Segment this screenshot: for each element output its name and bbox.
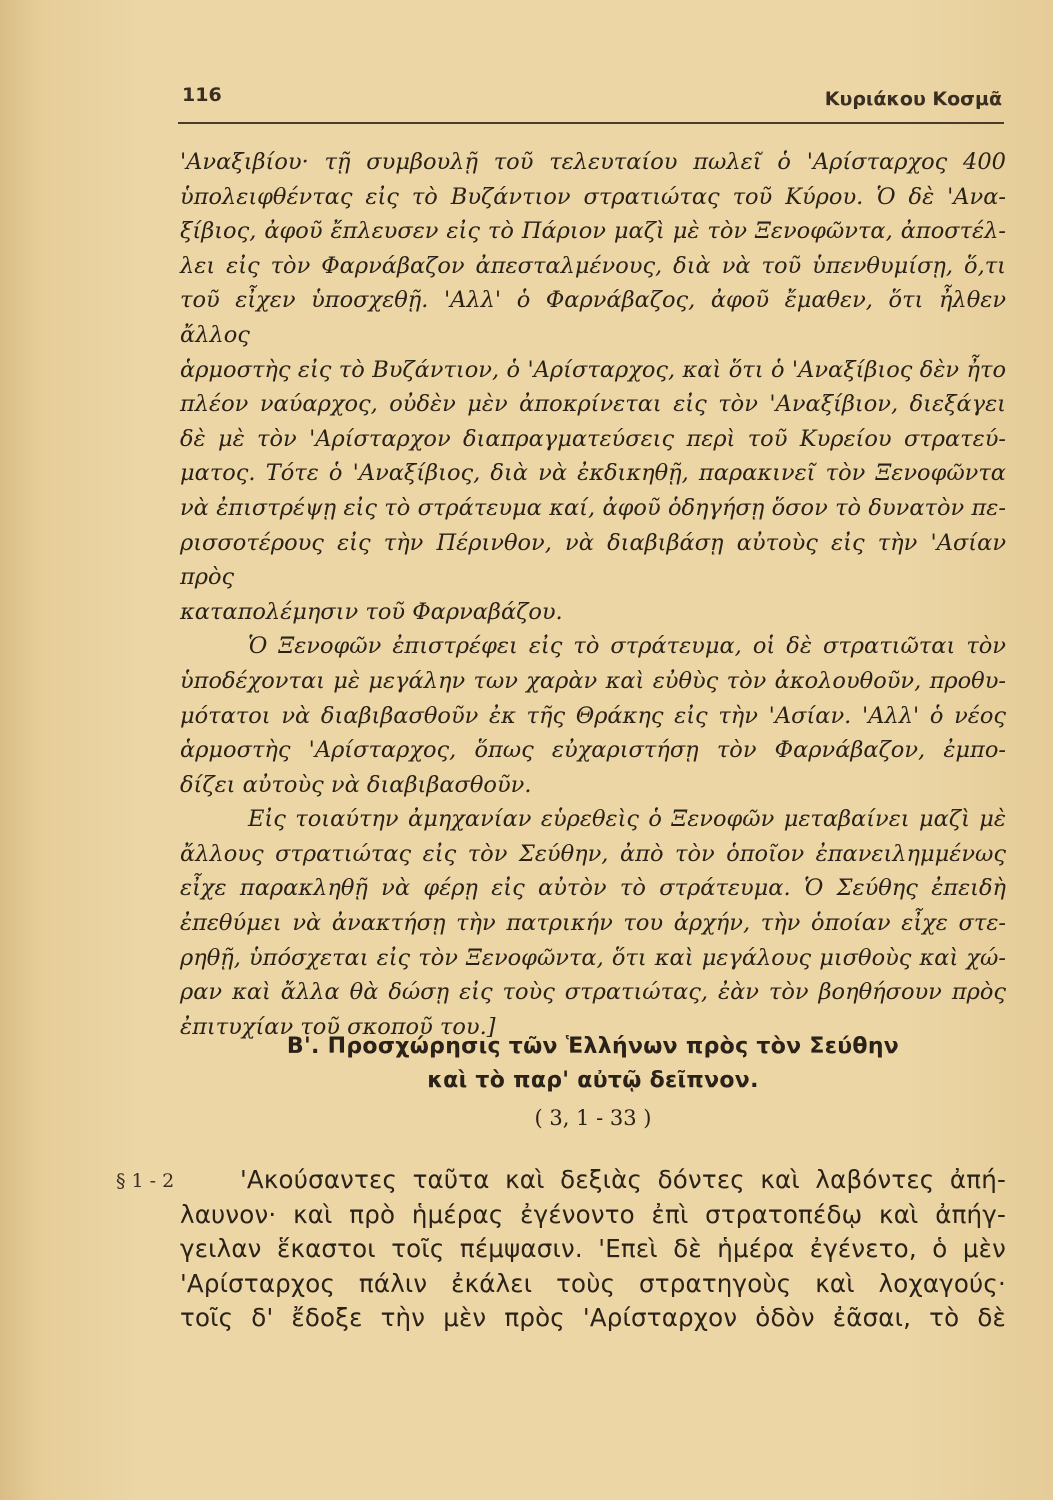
section-title <box>180 1030 1006 1098</box>
section-title-line-2: καὶ τὸ παρ' αὐτῷ δεῖπνον. <box>427 1068 759 1093</box>
commentary-line: ραν καὶ ἄλλα θὰ δώσῃ εἰς τοὺς στρατιώτας, ἐὰν τὸν βοηθήσουν πρὸς <box>180 979 1006 1006</box>
commentary-line: ἁρμοστὴς 'Αρίσταρχος, ὅπως εὐχαριστήσῃ τὸν Φαρνάβαζον, ἐμπο- <box>180 737 1006 764</box>
commentary-line: Ὁ Ξενοφῶν ἐπιστρέφει εἰς τὸ στράτευμα, οἱ δὲ στρατιῶται τὸν <box>248 633 1006 660</box>
commentary-line: ρισσοτέρους εἰς τὴν Πέρινθον, νὰ διαβιβάσῃ αὐτοὺς εἰς τὴν 'Ασίαν πρὸς <box>180 529 1006 591</box>
greek-line: 'Ακούσαντες ταῦτα καὶ δεξιὰς δόντες καὶ λαβόντες ἀπή- <box>240 1165 1006 1194</box>
greek-line: τοῖς δ' ἔδοξε τὴν μὲν πρὸς 'Αρίσταρχον ὁδὸν ἐᾶσαι, τὸ δὲ <box>180 1303 1006 1332</box>
commentary-line: τοῦ εἶχεν ὑποσχεθῇ. 'Αλλ' ὁ Φαρνάβαζος, ἀφοῦ ἔμαθεν, ὅτι ἦλθεν ἄλλος <box>180 287 1006 348</box>
commentary-line: Εἰς τοιαύτην ἀμηχανίαν εὑρεθεὶς ὁ Ξενοφῶν μεταβαίνει μαζὶ μὲ <box>248 806 1006 833</box>
commentary-line: εἶχε παρακληθῇ νὰ φέρῃ εἰς αὐτὸν τὸ στράτευμα. Ὁ Σεύθης ἐπειδὴ <box>180 875 1006 902</box>
greek-line: λαυνον· καὶ πρὸ ἡμέρας ἐγένοντο ἐπὶ στρατοπέδῳ καὶ ἀπήγ- <box>180 1199 1006 1229</box>
commentary-line: καταπολέμησιν τοῦ Φαρναβάζου. <box>180 598 563 625</box>
commentary-paragraph-3 <box>180 802 1006 1044</box>
page-header <box>178 78 1004 124</box>
commentary-line: ματος. Τότε ὁ 'Αναξίβιος, διὰ νὰ ἐκδικηθῇ, παρακινεῖ τὸν Ξενοφῶντα <box>180 460 1006 487</box>
commentary-line: νὰ ἐπιστρέψῃ εἰς τὸ στράτευμα καί, ἀφοῦ ὁδηγήσῃ ὅσον τὸ δυνατὸν πε- <box>180 494 1006 521</box>
greek-line: 'Αρίσταρχος πάλιν ἐκάλει τοὺς στρατηγοὺς καὶ λοχαγούς· <box>180 1268 1006 1298</box>
commentary-line: πλέον ναύαρχος, οὐδὲν μὲν ἀποκρίνεται εἰς τὸν 'Αναξίβιον, διεξάγει <box>180 391 1006 418</box>
margin-reference: § 1 - 2 <box>116 1170 175 1192</box>
commentary-line: δὲ μὲ τὸν 'Αρίσταρχον διαπραγματεύσεις περὶ τοῦ Κυρείου στρατεύ- <box>180 425 1006 452</box>
running-head: Κυριάκου Κοσμᾶ <box>824 88 1002 110</box>
commentary-block <box>180 145 1006 1044</box>
commentary-line: δίζει αὐτοὺς νὰ διαβιβασθοῦν. <box>180 771 532 798</box>
ancient-greek-text <box>180 1163 1006 1336</box>
commentary-line: ὑποδέχονται μὲ μεγάλην των χαρὰν καὶ εὐθὺς τὸν ἀκολουθοῦν, προθυ- <box>180 667 1006 694</box>
commentary-paragraph-1 <box>180 145 1006 629</box>
section-reference: ( 3, 1 - 33 ) <box>534 1106 652 1130</box>
page-number: 116 <box>182 84 222 106</box>
commentary-line: 'Αναξιβίου· τῇ συμβουλῇ τοῦ τελευταίου πωλεῖ ὁ 'Αρίσταρχος 400 <box>180 149 1006 175</box>
commentary-line: ἄλλους στρατιώτας εἰς τὸν Σεύθην, ἀπὸ τὸν ὁποῖον ἐπανειλημμένως <box>180 840 1006 867</box>
commentary-paragraph-2 <box>180 629 1006 802</box>
greek-line: γειλαν ἕκαστοι τοῖς πέμψασιν. 'Επεὶ δὲ ἡμέρα ἐγένετο, ὁ μὲν <box>180 1234 1006 1263</box>
commentary-line: ὑπολειφθέντας εἰς τὸ Βυζάντιον στρατιώτας τοῦ Κύρου. Ὁ δὲ 'Ανα- <box>180 183 1006 210</box>
section-title-line-1: Β'. Προσχώρησις τῶν Ἑλλήνων πρὸς τὸν Σεύθην <box>286 1034 900 1059</box>
commentary-line: ἐπεθύμει νὰ ἀνακτήσῃ τὴν πατρικήν του ἀρχήν, τὴν ὁποίαν εἶχε στε- <box>180 910 1006 937</box>
commentary-line: ξίβιος, ἀφοῦ ἔπλευσεν εἰς τὸ Πάριον μαζὶ μὲ τὸν Ξενοφῶντα, ἀποστέλ- <box>180 218 1006 245</box>
commentary-line: ἐπιτυχίαν τοῦ σκοποῦ του.] <box>180 1013 496 1040</box>
commentary-line: μότατοι νὰ διαβιβασθοῦν ἐκ τῆς Θράκης εἰς τὴν 'Ασίαν. 'Αλλ' ὁ νέος <box>180 702 1006 729</box>
commentary-line: ἁρμοστὴς εἰς τὸ Βυζάντιον, ὁ 'Αρίσταρχος, καὶ ὅτι ὁ 'Αναξίβιος δὲν ἦτο <box>180 356 1006 383</box>
commentary-line: ρηθῇ, ὑπόσχεται εἰς τὸν Ξενοφῶντα, ὅτι καὶ μεγάλους μισθοὺς καὶ χώ- <box>180 944 1006 971</box>
commentary-line: λει εἰς τὸν Φαρνάβαζον ἀπεσταλμένους, διὰ νὰ τοῦ ὑπενθυμίσῃ, ὅ,τι <box>180 252 1006 279</box>
